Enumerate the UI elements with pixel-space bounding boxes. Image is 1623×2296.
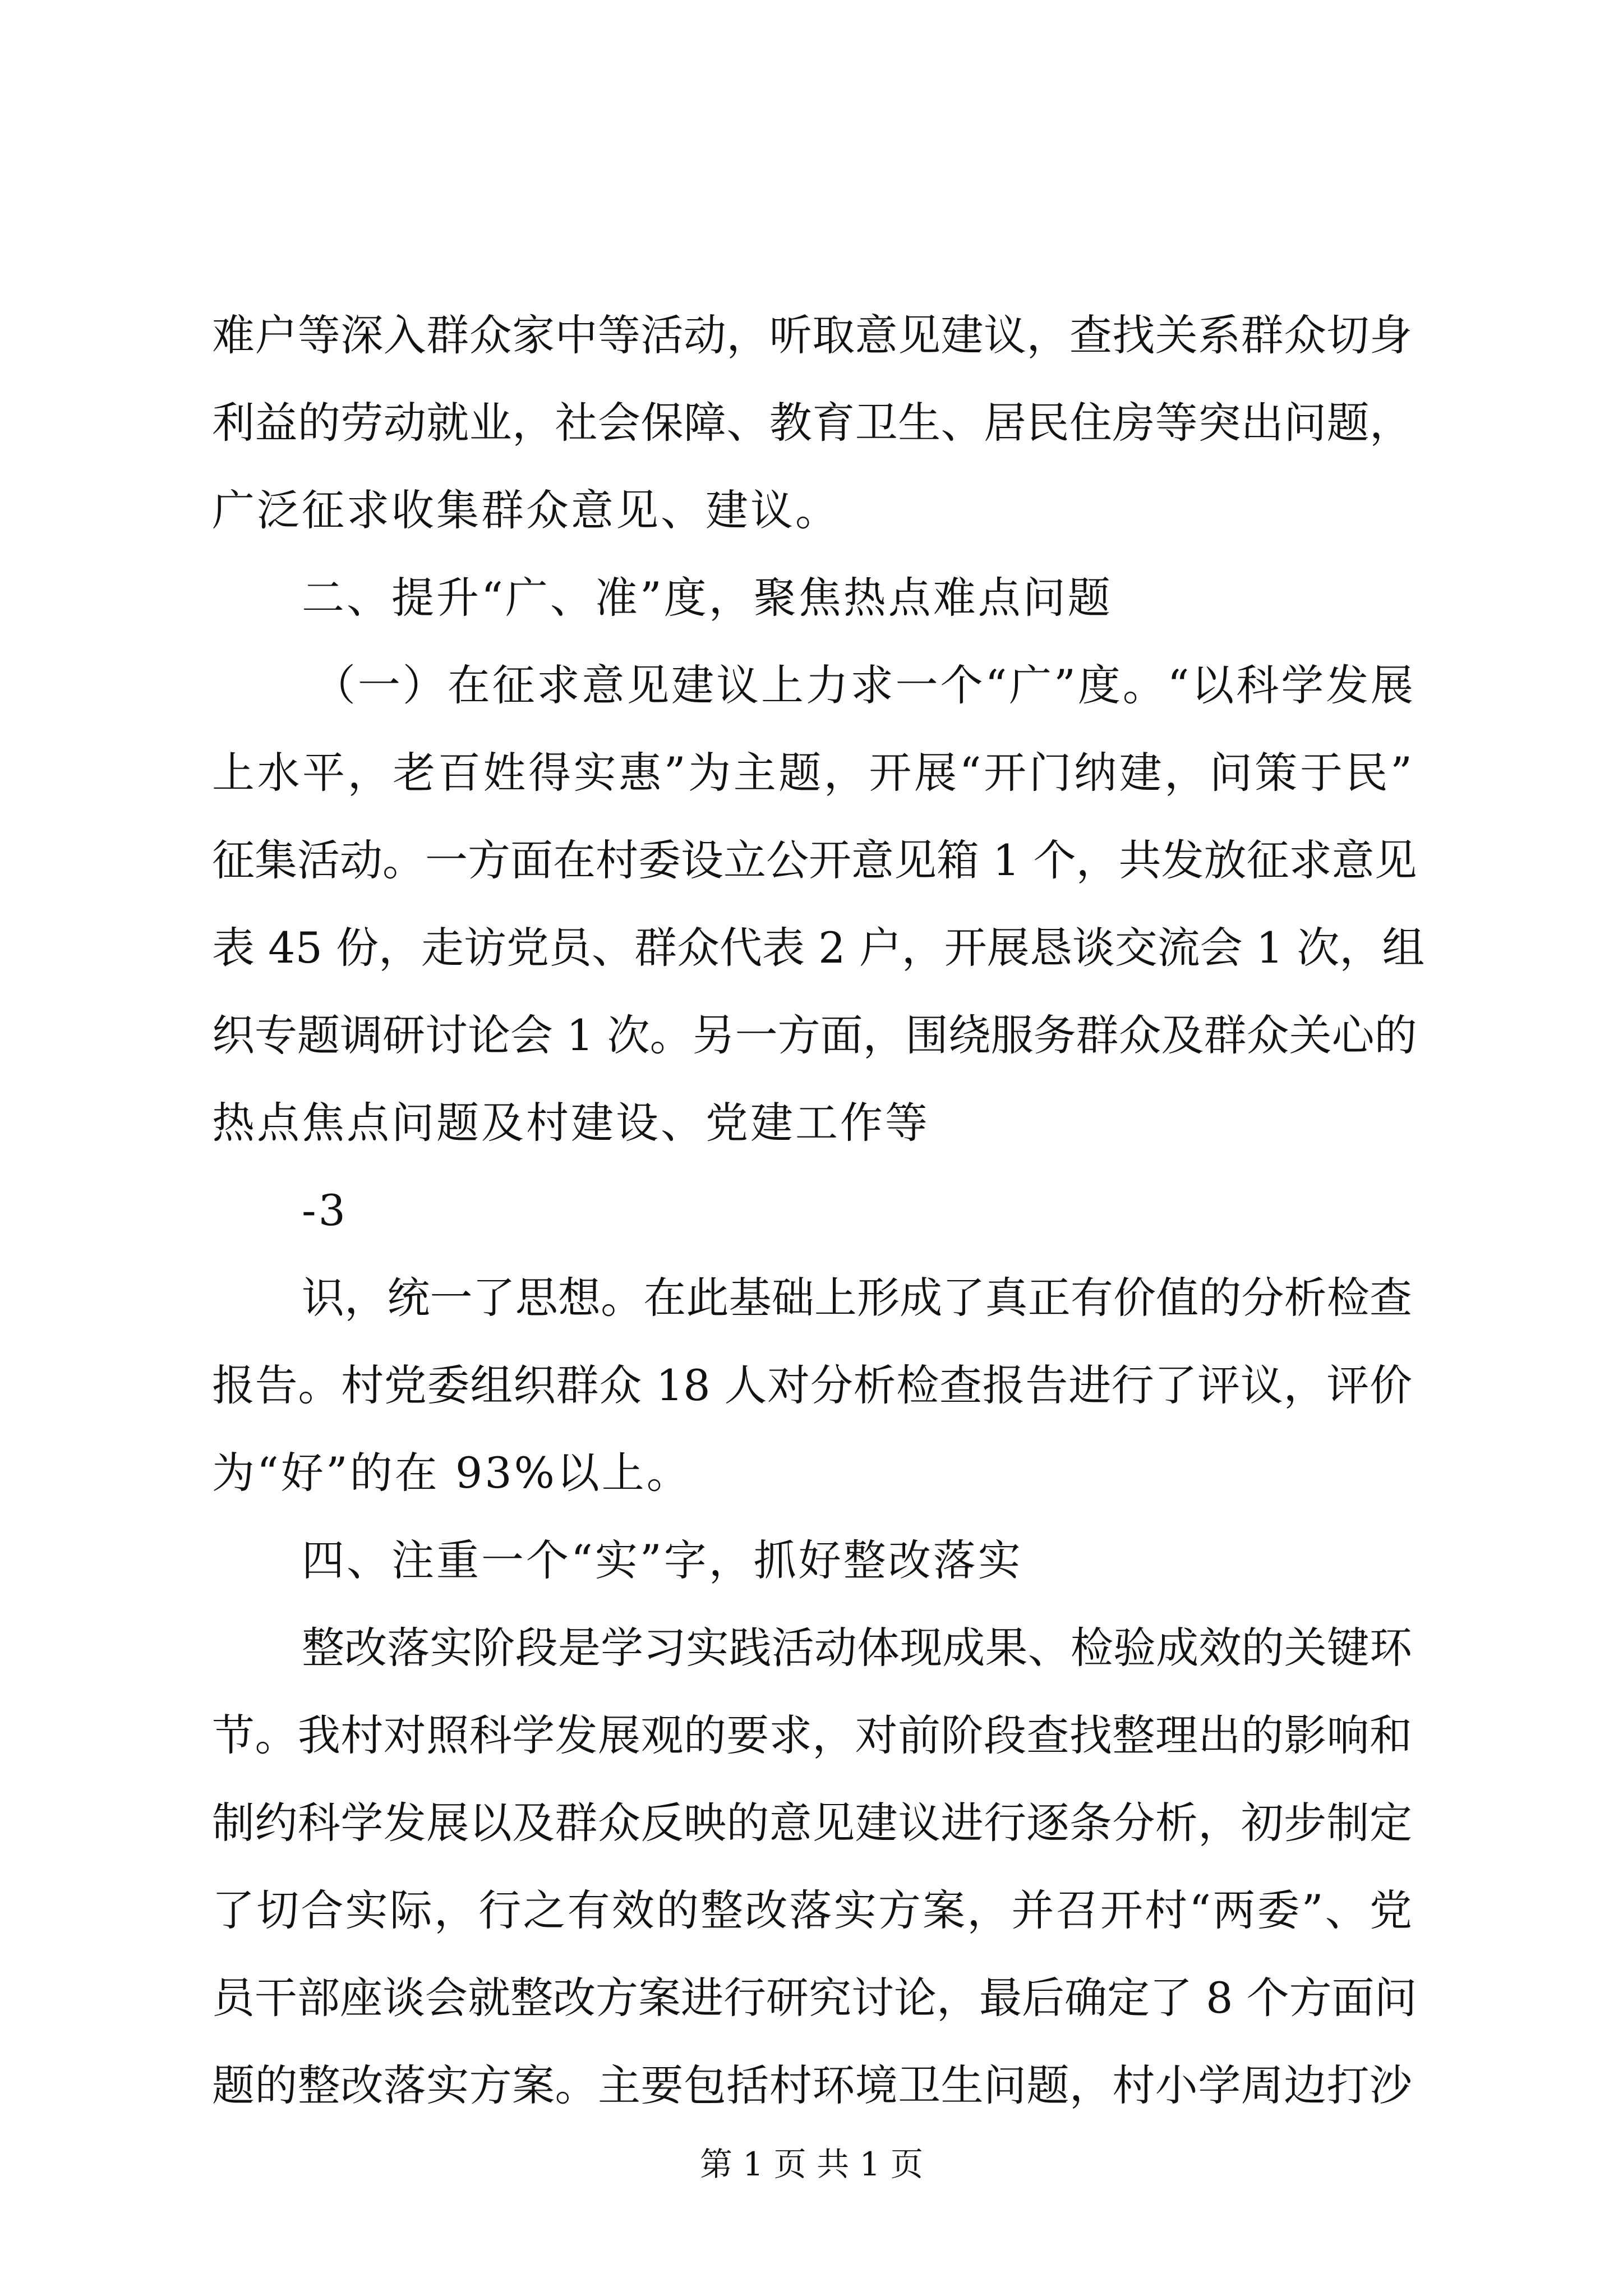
paragraph-line-6: 上水平，老百姓得实惠”为主题，开展“开门纳建，问策于民”: [212, 748, 1412, 798]
paragraph-line-18: 制约科学发展以及群众反映的意见建议进行逐条分析，初步制定: [212, 1798, 1412, 1848]
paragraph-line-10: 热点焦点问题及村建设、党建工作等: [212, 1098, 930, 1148]
section-heading-2: 二、提升“广、准”度，聚焦热点难点问题: [302, 573, 1113, 623]
paragraph-line-1: 难户等深入群众家中等活动，听取意见建议，查找关系群众切身: [212, 310, 1412, 360]
paragraph-line-17: 节。我村对照科学发展观的要求，对前阶段查找整理出的影响和: [212, 1710, 1412, 1760]
paragraph-line-20: 员干部座谈会就整改方案进行研究讨论，最后确定了 8 个方面问: [212, 1973, 1417, 2023]
paragraph-line-19: 了切合实际，行之有效的整改落实方案，并召开村“两委”、党: [212, 1885, 1412, 1935]
page-footer: 第 1 页 共 1 页: [700, 2145, 923, 2183]
paragraph-line-3: 广泛征求收集群众意见、建议。: [212, 485, 840, 535]
page-marker: -3: [302, 1185, 348, 1235]
paragraph-line-21: 题的整改落实方案。主要包括村环境卫生问题，村小学周边打沙: [212, 2060, 1412, 2110]
paragraph-line-9: 织专题调研讨论会 1 次。另一方面，围绕服务群众及群众关心的: [212, 1010, 1417, 1060]
paragraph-line-13: 报告。村党委组织群众 18 人对分析检查报告进行了评议，评价: [212, 1360, 1412, 1410]
section-heading-4: 四、注重一个“实”字，抓好整改落实: [302, 1535, 1023, 1585]
paragraph-line-7: 征集活动。一方面在村委设立公开意见箱 1 个，共发放征求意见: [212, 835, 1417, 885]
paragraph-line-14: 为“好”的在 93%以上。: [212, 1448, 691, 1498]
paragraph-line-2: 利益的劳动就业，社会保障、教育卫生、居民住房等突出问题，: [212, 398, 1412, 448]
paragraph-line-12: 识，统一了思想。在此基础上形成了真正有价值的分析检查: [302, 1273, 1412, 1323]
paragraph-line-5: （一）在征求意见建议上力求一个“广”度。“以科学发展: [313, 660, 1413, 710]
paragraph-line-8: 表 45 份，走访党员、群众代表 2 户，开展恳谈交流会 1 次，组: [212, 923, 1425, 973]
paragraph-line-16: 整改落实阶段是学习实践活动体现成果、检验成效的关键环: [302, 1623, 1412, 1673]
